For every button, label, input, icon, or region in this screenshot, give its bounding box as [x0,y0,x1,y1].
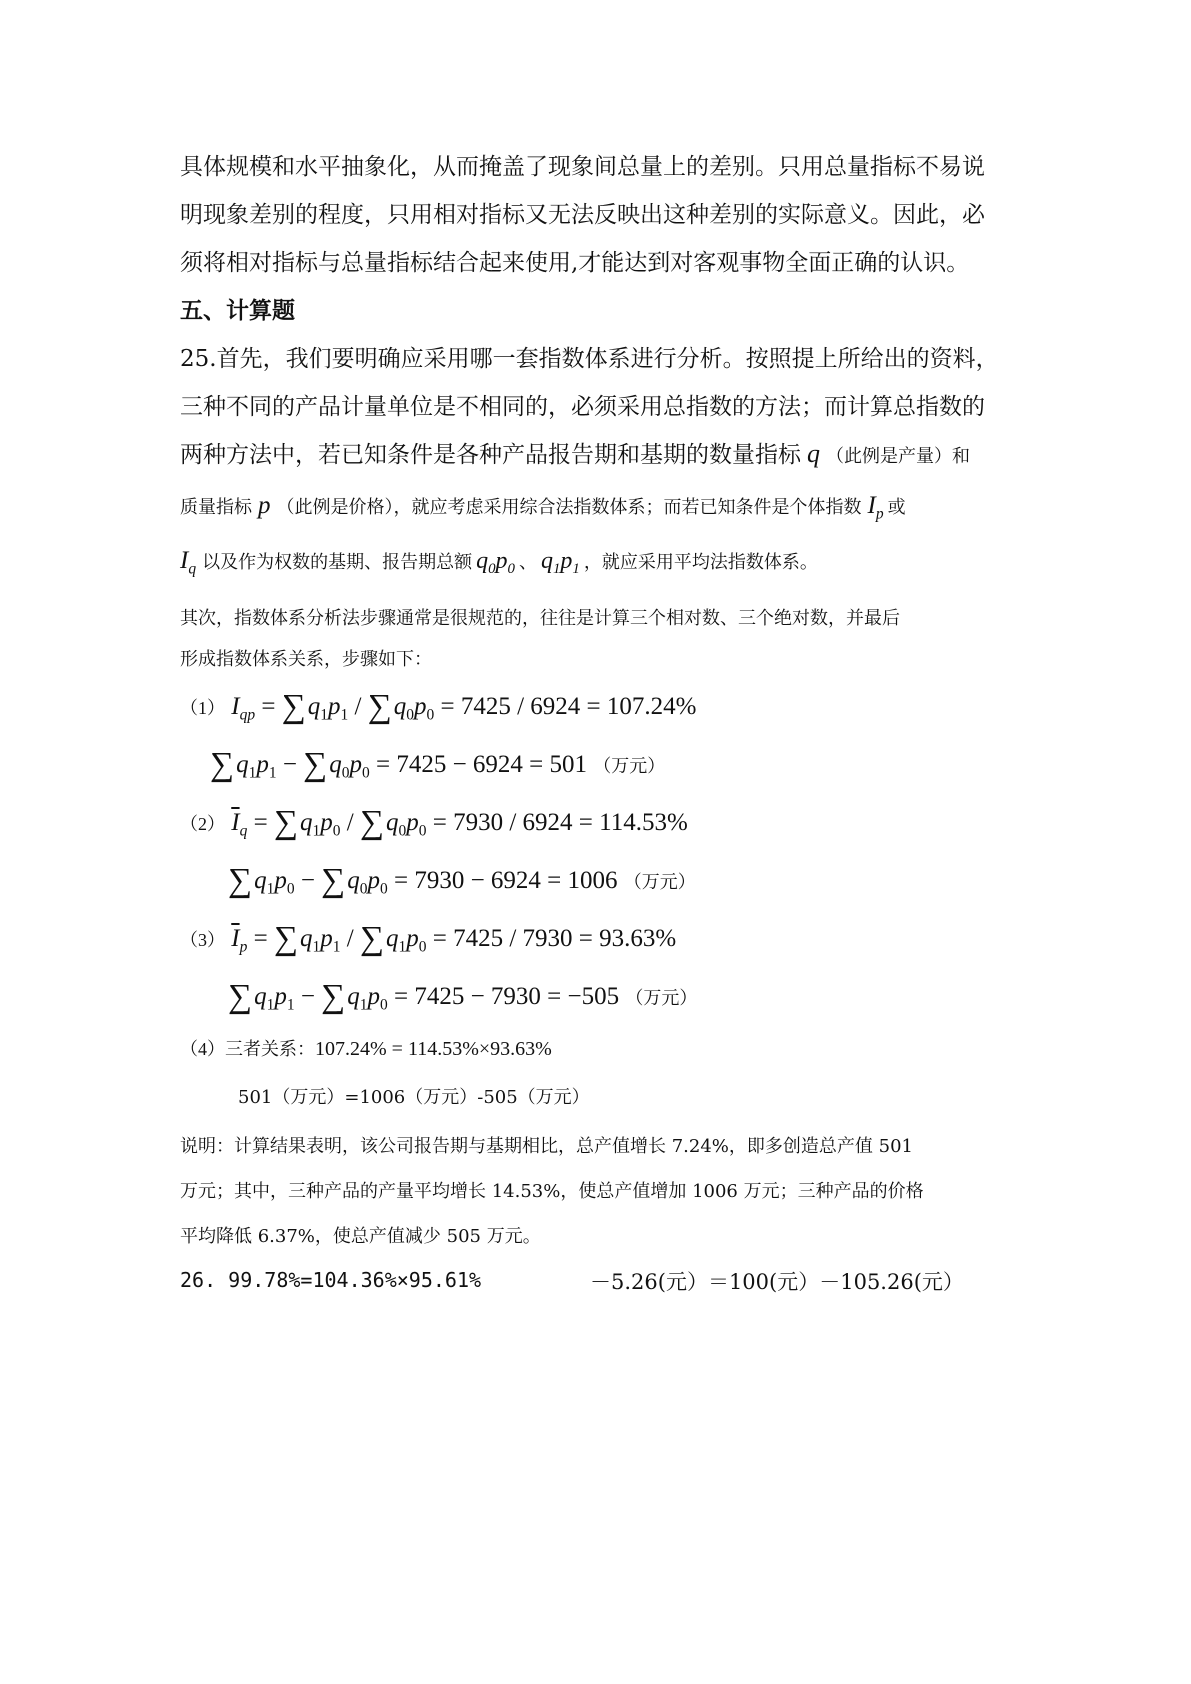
q25-line-5-text: 以及作为权数的基期、报告期总额 [202,552,473,572]
intro-line-3: 须将相对指标与总量指标结合起来使用,才能达到对客观事物全面正确的认识。 [180,250,970,276]
q26-absolute: －5.26(元）＝100(元）－105.26(元） [590,1270,964,1294]
step2-label: （2） [180,814,225,834]
q26-relative: 26. 99.78%=104.36%×95.61% [180,1268,482,1292]
step1-absolute-value: = 7425 − 6924 = 501 [375,751,588,778]
section-heading: 五、计算题 [180,297,295,324]
q25-line-2: 三种不同的产品计量单位是不相同的，必须采用总指数的方法；而计算总指数的 [180,394,985,420]
q25-line-5-end: ，就应采用平均法指数体系。 [583,552,818,572]
explanation-line-1: 说明：计算结果表明，该公司报告期与基期相比，总产值增长 7.24%，即多创造总产值 501 [180,1136,913,1157]
var-q: q [807,439,820,468]
q25-line-6: 其次，指数体系分析法步骤通常是很规范的，往往是计算三个相对数、三个绝对数，并最后 [180,608,900,629]
q25-line-4-or: 或 [887,497,906,517]
formula-q1p1: $q_1p_1$ [540,548,580,578]
intro-line-1: 具体规模和水平抽象化，从而掩盖了现象间总量上的差别。只用总量指标不易说 [180,154,985,180]
q25-line-5 [180,547,818,578]
q25-line-1: 25.首先，我们要明确应采用哪一套指数体系进行分析。按照提上所给出的资料， [180,346,999,372]
q25-line-3-note: （此例是产量）和 [826,446,970,467]
step4-relation [180,1035,552,1061]
formula-ip: $I_p$ [867,492,884,523]
explanation-line-3: 平均降低 6.37%，使总产值减少 505 万元。 [180,1226,541,1247]
step3-absolute-value: = 7425 − 7930 = −505 [393,983,620,1010]
formula-iq: $I_q$ [180,547,197,578]
step4-relative: 107.24% = 114.53%×93.63% [315,1038,552,1060]
q25-line-7: 形成指数体系关系，步骤如下： [180,649,432,670]
step1-relative-value: = 7425 / 6924 = 107.24% [440,693,697,720]
q25-line-5-sep: 、 [518,552,537,572]
q25-line-3 [180,436,970,469]
explanation-line-2: 万元；其中，三种产品的产量平均增长 14.53%，使总产值增加 1006 万元；三种产品的价格 [180,1181,924,1202]
step3-relative-formula: （3） $\overline{I}_p = \sum q_1p_1 / \sum q_1p_0 = 7425 / 7930 = 93.63\%$ [180,919,677,957]
step1-label: （1） [180,698,225,718]
step1-unit: （万元） [593,756,666,776]
step2-relative-formula: （2） $\overline{I}_q = \sum q_1p_0 / \sum q_0p_0 = 7930 / 6924 = 114.53\%$ [180,803,688,841]
step2-unit: （万元） [623,872,696,892]
step3-unit: （万元） [625,988,698,1008]
step2-absolute-formula: $\sum q_1p_0 - \sum q_0p_0 = 7930 - 6924 = 1006$ （万元） [228,861,696,899]
step1-relative-formula: （1） $I_{qp} = \sum q_1p_1 / \sum q_0p_0 = 7425 / 6924 = 107.24\%$ [180,687,697,725]
q25-line-4-text-b: （此例是价格），就应考虑采用综合法指数体系；而若已知条件是个体指数 [276,497,862,517]
q25-line-4-text: 质量指标 [180,497,252,517]
step1-absolute-formula: $\sum q_1p_1 - \sum q_0p_0 = 7425 - 6924 = 501$ （万元） [210,745,666,783]
var-p: p [258,492,271,519]
q25-line-3-text: 两种方法中，若已知条件是各种产品报告期和基期的数量指标 [180,442,801,468]
step2-absolute-value: = 7930 − 6924 = 1006 [393,867,618,894]
q25-line-4 [180,492,906,523]
step2-relative-value: = 7930 / 6924 = 114.53% [432,809,688,836]
step3-absolute-formula: $\sum q_1p_1 - \sum q_1p_0 = 7425 - 7930 = -505$ （万元） [228,977,698,1015]
formula-q0p0: $q_0p_0$ [476,548,515,578]
step4-absolute: 501（万元）=1006（万元）-505（万元） [238,1087,590,1108]
step3-relative-value: = 7425 / 7930 = 93.63% [432,925,677,952]
step4-label: （4）三者关系： [180,1039,315,1059]
step3-label: （3） [180,930,225,950]
intro-line-2: 明现象差别的程度，只用相对指标又无法反映出这种差别的实际意义。因此，必 [180,202,985,228]
